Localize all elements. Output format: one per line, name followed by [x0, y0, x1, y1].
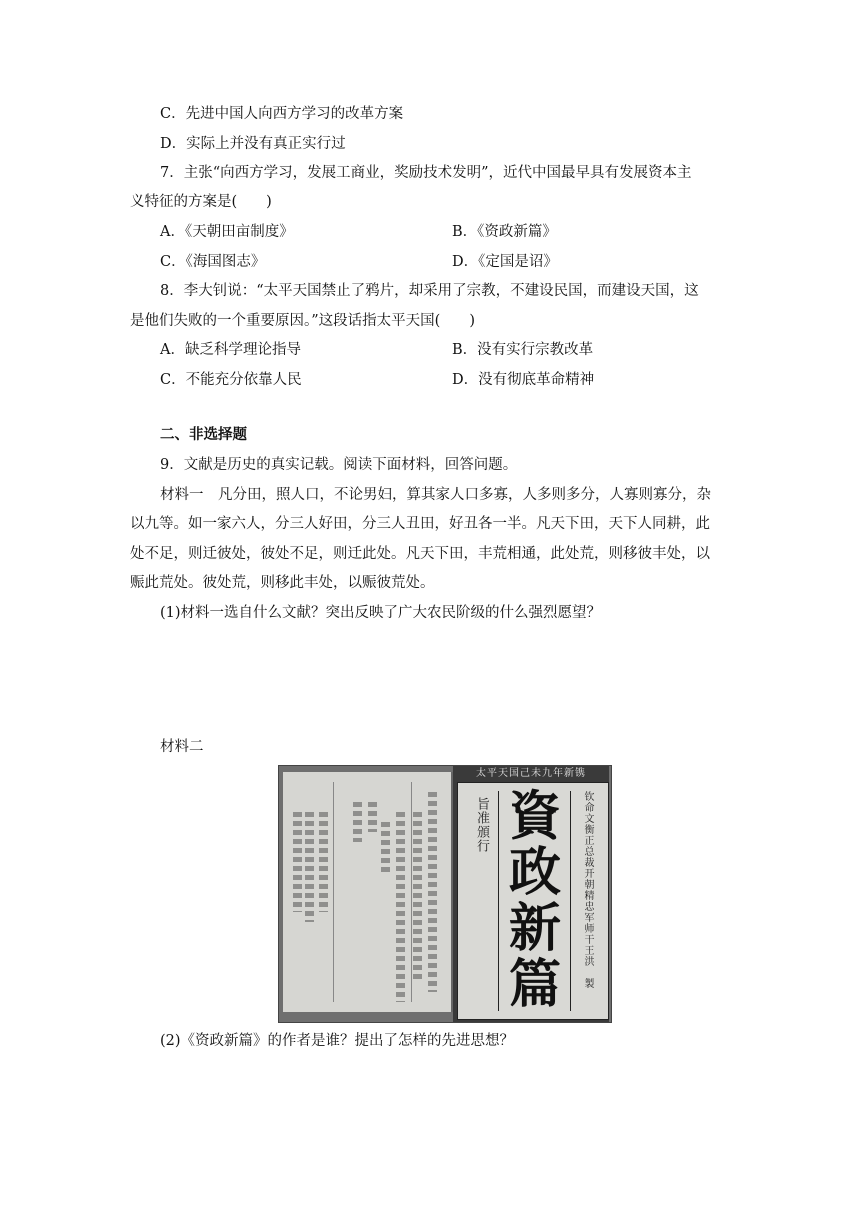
option-d-previous: D．实际上并没有真正实行过	[160, 136, 346, 152]
question-9-part-1: (1)材料一选自什么文献？突出反映了广大农民阶级的什么强烈愿望？	[160, 605, 602, 621]
question-8-line-1: 8．李大钊说：“太平天国禁止了鸦片，却采用了宗教，不建设民国，而建设天国，这	[160, 283, 699, 299]
question-8-option-c: C．不能充分依靠人民	[160, 372, 302, 388]
book-inner-page	[283, 772, 453, 1012]
question-9-intro: 9．文献是历史的真实记载。阅读下面材料，回答问题。	[160, 457, 518, 473]
question-7-line-1: 7．主张“向西方学习，发展工商业，奖励技术发明”，近代中国最早具有发展资本主	[160, 165, 692, 181]
cover-title-char-3: 新	[508, 898, 561, 959]
section-heading: 二、非选择题	[160, 426, 247, 443]
material-1-line-3: 处不足，则迁彼处，彼处不足，则迁此处。凡天下田，丰荒相通，此处荒，则移彼丰处，以	[130, 546, 710, 562]
cover-left-column: 旨准頒行	[474, 797, 489, 853]
zizheng-xinpian-book-photo	[278, 765, 612, 1023]
question-7-line-2: 义特征的方案是( )	[130, 194, 272, 210]
question-9-part-2: (2)《资政新篇》的作者是谁？提出了怎样的先进思想？	[160, 1033, 515, 1049]
material-1-line-2: 以九等。如一家六人，分三人好田，分三人丑田，好丑各一半。凡天下田，天下人同耕，此	[130, 516, 710, 532]
material-1-line-4: 赈此荒处。彼处荒，则移此丰处，以赈彼荒处。	[130, 575, 435, 591]
question-8-option-b: B．没有实行宗教改革	[452, 342, 594, 358]
question-7-option-b: B．《资政新篇》	[452, 224, 557, 240]
cover-right-column: 钦命文衡正总裁开朝精忠军师干王洪 製	[582, 791, 593, 989]
material-2-label: 材料二	[160, 739, 204, 755]
cover-top-inscription: 太平天国己未九年新镌	[453, 766, 609, 782]
question-8-option-a: A．缺乏科学理论指导	[160, 342, 301, 358]
cover-title-char-1: 資	[508, 786, 561, 847]
question-8-option-d: D．没有彻底革命精神	[452, 372, 595, 388]
cover-title-char-4: 篇	[508, 954, 561, 1015]
question-7-option-c: C．《海国图志》	[160, 254, 266, 270]
cover-title-char-2: 政	[508, 842, 561, 903]
question-7-option-a: A．《天朝田亩制度》	[160, 224, 294, 240]
material-1-line-1: 材料一 凡分田，照人口，不论男妇，算其家人口多寡，人多则多分，人寡则寡分，杂	[160, 487, 711, 503]
question-8-line-2: 是他们失败的一个重要原因。”这段话指太平天国( )	[130, 313, 475, 329]
book-cover	[453, 766, 609, 1023]
question-7-option-d: D．《定国是诏》	[452, 254, 558, 270]
option-c-previous: C．先进中国人向西方学习的改革方案	[160, 106, 404, 122]
